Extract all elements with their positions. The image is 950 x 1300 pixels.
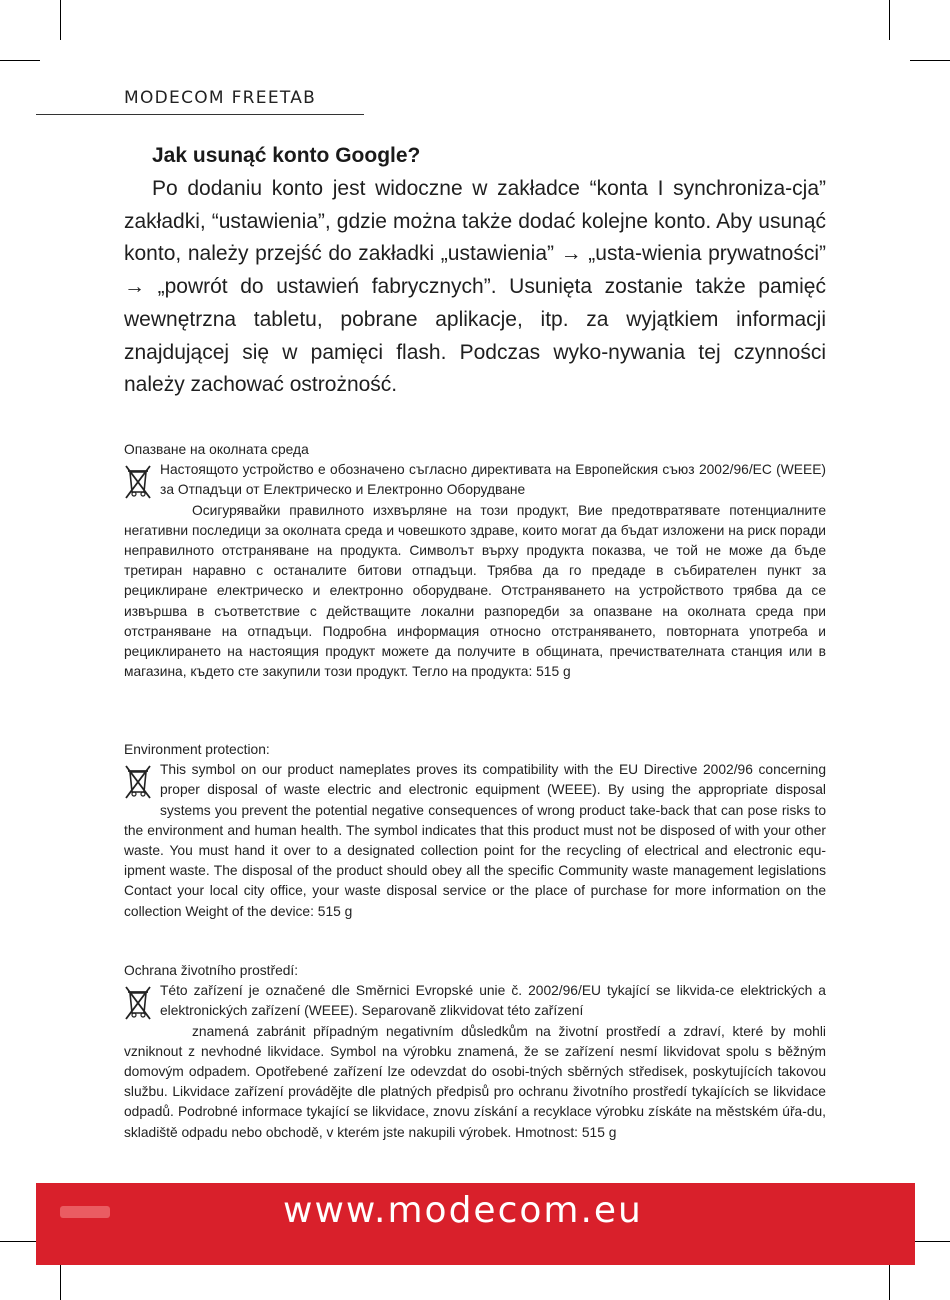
cz-heading: Ochrana životního prostředí: (124, 963, 299, 978)
footer-url[interactable]: www.modecom.eu (283, 1190, 643, 1231)
cz-body: znamená zabránit případným negativním důsledkům na životní prostředí a zdraví, které by mohli vzniknout z nevhodné likvidace. Symbol na výrobku znamená, že se zařízení nesmí likvidovat spolu s běžným domovým odpadem. Opotřebené zařízení lze odevzdat do osobi-tných sběrných středisek, poskytujících takovou službu. Likvidace zařízení provádějte dle platných předpisů pro ochranu životního prostředí tykajících se likvidace odpadů. Podrobné informace tykající se likvidace, znovu získání a recyklace výrobku získáte na městském úřa-du, skladiště odpadu nebo obchodě, v kterém jste nakupili výrobek. Hmotnost: 515 g (124, 1023, 826, 1140)
crop-mark-right-top (910, 60, 950, 61)
footer-highlight (60, 1206, 110, 1218)
crop-mark-bottom-left (60, 1262, 61, 1300)
header-brand: MODECOM FREETAB (124, 88, 317, 108)
en-body: This symbol on our product nameplates proves its compatibility with the EU Directive 2002/96 concerning proper disposal of waste electric and electronic equipment (WEEE). By using the appropriate disposal systems you prevent the potential negative consequences of wrong product take-back that can pose risks to the environment and human health. The symbol indicates that this product must not be disposed of with your other waste. You must hand it over to a designated collection point for the recycling of electrical and electronic equ-ipment waste. The disposal of the product should obey all the specific Community waste management legislations Contact your local city office, your waste disposal service or the place of purchase for more information on the collection Weight of the device: 515 g (124, 762, 826, 919)
crop-mark-right-bottom (910, 1241, 950, 1242)
section-body: Po dodaniu konto jest widoczne w zakładce “konta I synchroniza-cja” zakładki, “ustawienia”, gdzie można także dodać kolejne konto. Aby usunąć konto, należy przejść do zakładki „ustawienia” → „usta-wienia prywatności” → „powrót do ustawień fabrycznych”. Usunięta zostanie także pamięć wewnętrzna tabletu, pobrane aplikacje, itp. za wyjątkiem informacji znajdującej się w pamięci flash. Podczas wyko-nywania tej czynności należy zachować ostrożność. (124, 177, 826, 397)
header-rule (36, 114, 364, 115)
bg-body: Осигурявайки правилното изхвърляне на този продукт, Вие предотвратявате потенциалните негативни последици за околната среда и човешкото здраве, които могат да бъдат изложени на риск поради неправилното отстраняване на продукта. Символът върху продукта показва, че той не може да бъде третиран наравно с останалите битови отпадъци. Трябва да го предаде в събирателен пункт за рециклиране електрическо и електронно оборудване. Отстраняването на устройството трябва да се извършва в съответствие с действащите локални разпоредби за опазване на околната среда при отстраняване на отпадъци. Подробна информация относно отстраняването, повторната употреба и рециклирането на настоящия продукт можете да получите в общината, пречиствателната станция или в магазина, където сте закупили този продукт. Тегло на продукта: 515 g (124, 502, 826, 680)
bg-block (124, 440, 826, 682)
en-block (124, 740, 826, 922)
crop-mark-left-bottom (0, 1241, 40, 1242)
weee-bin-icon (124, 462, 152, 502)
weee-bin-icon (124, 762, 152, 802)
cz-intro: Této zařízení je označené dle Směrnici Evropské unie č. 2002/96/EU tykající se likvida-ce elektrických a elektronických zařízení (WEEE). Separovaně zlikvidovat této zařízení (160, 983, 826, 1019)
crop-mark-top-right (889, 0, 890, 40)
weee-bin-icon (124, 983, 152, 1023)
crop-mark-left-top (0, 60, 40, 61)
cz-block (124, 961, 826, 1143)
bg-heading: Опазване на околната среда (124, 442, 309, 457)
section-title: Jak usunąć konto Google? (152, 144, 421, 167)
crop-mark-top-left (60, 0, 61, 40)
crop-mark-bottom-right (889, 1262, 890, 1300)
bg-intro: Настоящото устройство е обозначено съгласно директивата на Европейския съюз 2002/96/ЕС (WEEE) за Отпадъци от Електрическо и Електронно Оборудване (160, 462, 826, 498)
en-heading: Environment protection: (124, 742, 270, 757)
